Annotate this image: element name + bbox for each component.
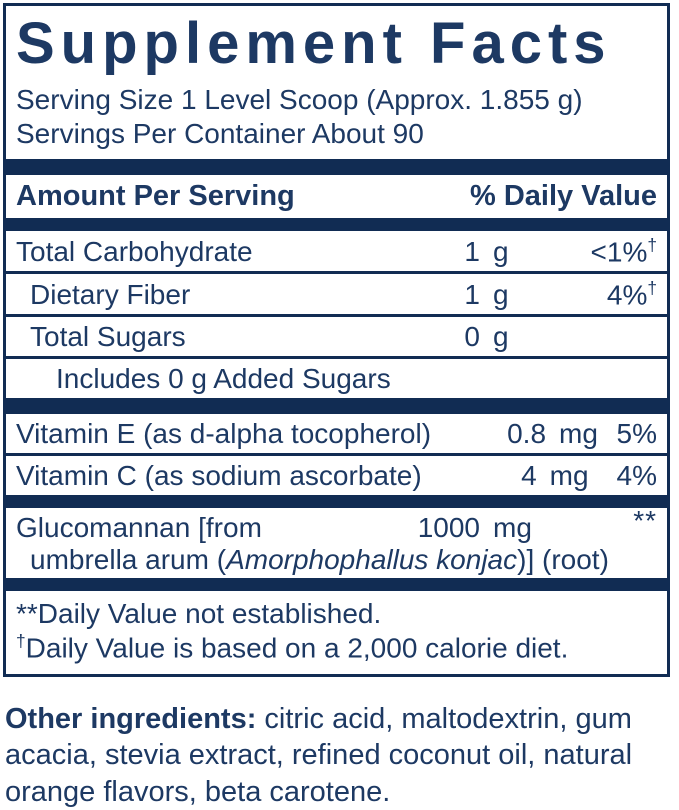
nutrient-amount: 4 mg xyxy=(521,460,589,492)
dagger-symbol: † xyxy=(16,631,26,652)
daily-value-header: % Daily Value xyxy=(470,179,657,212)
nutrient-name-continued: umbrella arum (Amorphophallus konjac)] (root) xyxy=(30,543,609,575)
nutrient-amount: 1000 mg xyxy=(417,512,532,544)
nutrient-daily-value: <1%† xyxy=(590,234,657,267)
dagger-symbol: † xyxy=(647,277,657,298)
panel-title: Supplement Facts xyxy=(16,11,612,76)
divider-bar xyxy=(6,218,667,231)
nutrient-daily-value: 4% xyxy=(616,460,657,492)
other-ingredients-text: citric acid, maltodextrin, gum acacia, stevia extract, refined coconut oil, natural orange flavors, beta carotene. xyxy=(5,702,633,808)
supplement-facts-panel xyxy=(3,3,670,677)
nutrient-daily-value: 4%† xyxy=(606,277,657,311)
nutrient-row-vitamin-e xyxy=(6,414,667,456)
nutrient-row-dietary-fiber xyxy=(6,274,667,317)
column-header-row xyxy=(6,175,667,218)
nutrient-amount: 1 g xyxy=(464,235,509,267)
nutrient-amount: 0.8 mg xyxy=(507,418,598,450)
nutrient-name: Glucomannan [from xyxy=(16,512,262,544)
nutrient-name: Vitamin C (as sodium ascorbate) xyxy=(16,460,422,492)
servings-per-container-text: Servings Per Container About 90 xyxy=(16,117,424,149)
divider-bar-thick xyxy=(6,398,667,414)
serving-size-text: Serving Size 1 Level Scoop (Approx. 1.855 g) xyxy=(16,83,583,115)
nutrient-name: Total Carbohydrate xyxy=(16,235,253,267)
nutrient-name: Dietary Fiber xyxy=(30,279,191,311)
nutrient-row-added-sugars xyxy=(6,359,667,398)
dagger-symbol: † xyxy=(647,234,657,255)
serving-info xyxy=(6,79,667,159)
amount-per-serving-header: Amount Per Serving xyxy=(16,179,295,212)
nutrient-amount: 1 g xyxy=(464,279,509,311)
nutrient-row-vitamin-c xyxy=(6,456,667,495)
divider-bar xyxy=(6,578,667,591)
asterisks-symbol: ** xyxy=(16,598,38,630)
nutrient-name: Total Sugars xyxy=(30,321,186,353)
footnote-dv-not-established: **Daily Value not established. xyxy=(16,598,382,630)
nutrient-name: Vitamin E (as d-alpha tocopherol) xyxy=(16,418,432,450)
other-ingredients-label: Other ingredients: xyxy=(5,702,257,735)
asterisks-symbol: ** xyxy=(633,505,657,537)
nutrient-row-total-sugars xyxy=(6,317,667,359)
nutrient-row-glucomannan xyxy=(6,505,667,578)
divider-bar-thick xyxy=(6,159,667,175)
other-ingredients xyxy=(5,701,671,810)
nutrient-amount: 0 g xyxy=(464,321,509,353)
nutrient-daily-value: 5% xyxy=(616,418,657,450)
footnote-calorie-diet: †Daily Value is based on a 2,000 calorie diet. xyxy=(16,631,569,664)
nutrient-row-total-carbohydrate xyxy=(6,231,667,274)
footnotes xyxy=(6,591,667,674)
latin-name-italic: Amorphophallus konjac xyxy=(226,543,518,575)
nutrient-name: Includes 0 g Added Sugars xyxy=(56,363,391,395)
